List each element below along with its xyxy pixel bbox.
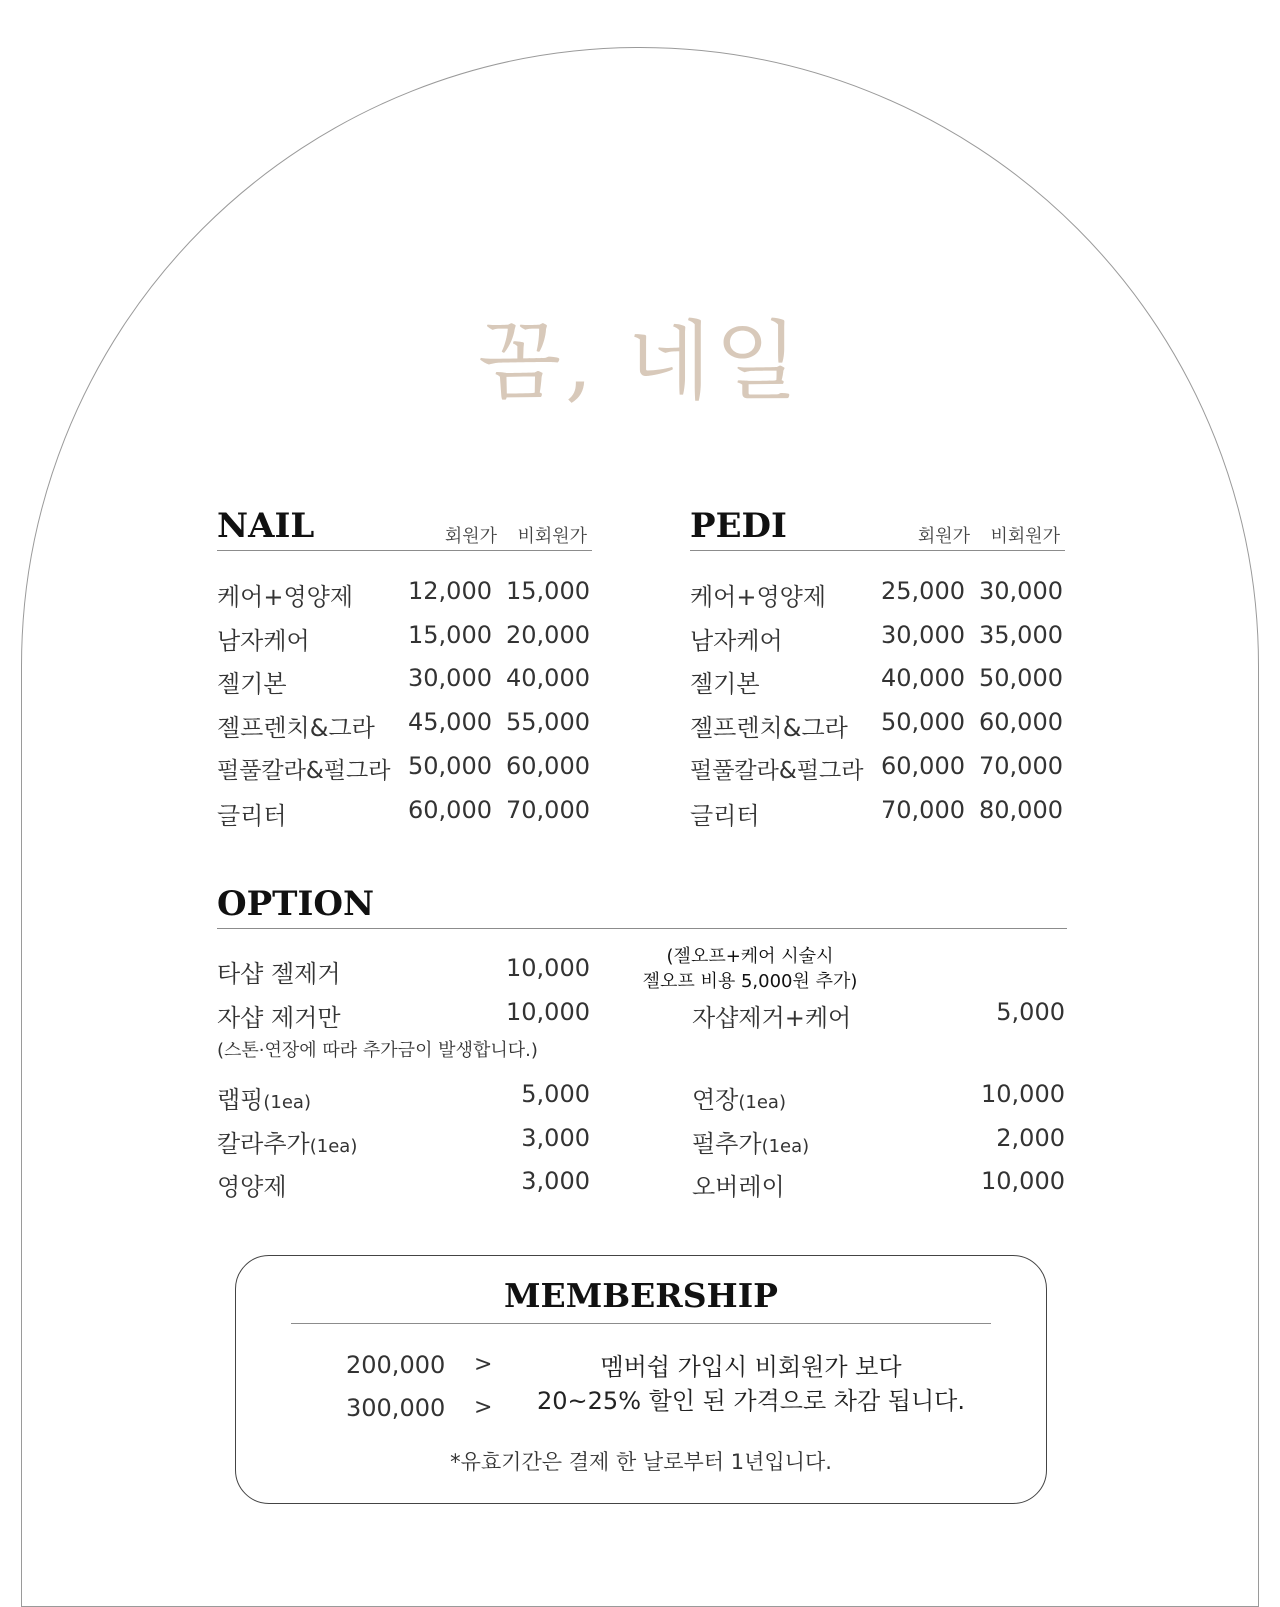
item-name: 젤프렌치&그라 xyxy=(217,714,375,742)
member-price: 50,000 xyxy=(408,752,492,780)
option-row xyxy=(692,998,1067,1038)
member-price: 50,000 xyxy=(881,708,965,736)
pedi-row xyxy=(690,577,1065,617)
option-header xyxy=(217,884,1067,929)
arrow-1: > xyxy=(474,1352,493,1377)
member-price: 60,000 xyxy=(881,752,965,780)
nonmember-price: 40,000 xyxy=(506,664,590,692)
nail-col-nonmember: 비회원가 xyxy=(517,526,587,547)
item-name: 연장(1ea) xyxy=(692,1086,786,1114)
item-name: 랩핑(1ea) xyxy=(217,1086,311,1114)
member-price: 60,000 xyxy=(408,796,492,824)
member-price: 70,000 xyxy=(881,796,965,824)
nonmember-price: 70,000 xyxy=(506,796,590,824)
note-line: 젤오프 비용 5,000원 추가) xyxy=(642,971,858,992)
item-name: 젤기본 xyxy=(690,670,760,698)
pedi-col-nonmember: 비회원가 xyxy=(990,526,1060,547)
option-left-note: (스톤·연장에 따라 추가금이 발생합니다.) xyxy=(217,1040,538,1061)
pedi-row xyxy=(690,796,1065,836)
nail-row xyxy=(217,752,592,792)
item-name: 칼라추가(1ea) xyxy=(217,1130,358,1158)
membership-footnote: *유효기간은 결제 한 날로부터 1년입니다. xyxy=(450,1450,832,1474)
item-name: 남자케어 xyxy=(690,627,783,655)
membership-divider xyxy=(291,1323,991,1324)
member-price: 25,000 xyxy=(881,577,965,605)
nail-header xyxy=(217,506,592,551)
item-price: 10,000 xyxy=(506,954,590,982)
pedi-row xyxy=(690,752,1065,792)
item-price: 10,000 xyxy=(506,998,590,1026)
item-price: 2,000 xyxy=(996,1124,1065,1152)
item-name: 젤프렌치&그라 xyxy=(690,714,848,742)
item-name: 케어+영양제 xyxy=(690,583,827,611)
nonmember-price: 15,000 xyxy=(506,577,590,605)
option-row xyxy=(217,1167,592,1207)
membership-heading: MEMBERSHIP xyxy=(504,1276,778,1315)
pedi-row xyxy=(690,621,1065,661)
nonmember-price: 50,000 xyxy=(979,664,1063,692)
pedi-header xyxy=(690,506,1065,551)
member-price: 30,000 xyxy=(881,621,965,649)
nail-row xyxy=(217,577,592,617)
nail-heading: NAIL xyxy=(217,506,315,546)
pedi-row xyxy=(690,664,1065,704)
member-price: 40,000 xyxy=(881,664,965,692)
nail-row xyxy=(217,796,592,836)
nonmember-price: 30,000 xyxy=(979,577,1063,605)
nonmember-price: 70,000 xyxy=(979,752,1063,780)
nonmember-price: 55,000 xyxy=(506,708,590,736)
nail-row xyxy=(217,708,592,748)
item-name: 자샵 제거만 xyxy=(217,1004,341,1032)
item-name: 남자케어 xyxy=(217,627,310,655)
nonmember-price: 80,000 xyxy=(979,796,1063,824)
item-price: 10,000 xyxy=(981,1080,1065,1108)
item-price: 3,000 xyxy=(521,1124,590,1152)
membership-amount-1: 200,000 xyxy=(346,1351,446,1379)
membership-description xyxy=(511,1350,991,1418)
item-name: 펄풀칼라&펄그라 xyxy=(690,758,864,784)
member-price: 45,000 xyxy=(408,708,492,736)
item-name: 케어+영양제 xyxy=(217,583,354,611)
nail-col-member: 회원가 xyxy=(444,526,497,547)
option-row xyxy=(692,1124,1067,1164)
nonmember-price: 20,000 xyxy=(506,621,590,649)
option-row xyxy=(692,1167,1067,1207)
member-price: 30,000 xyxy=(408,664,492,692)
item-price: 5,000 xyxy=(521,1080,590,1108)
pedi-col-member: 회원가 xyxy=(917,526,970,547)
arrow-2: > xyxy=(474,1395,493,1420)
option-row xyxy=(217,1080,592,1120)
membership-amount-2: 300,000 xyxy=(346,1394,446,1422)
item-name: 오버레이 xyxy=(692,1173,785,1201)
item-name: 펄풀칼라&펄그라 xyxy=(217,758,391,784)
item-price: 3,000 xyxy=(521,1167,590,1195)
option-row xyxy=(217,954,592,994)
nail-row xyxy=(217,664,592,704)
item-name: 영양제 xyxy=(217,1173,287,1201)
item-name: 글리터 xyxy=(690,802,760,830)
nonmember-price: 60,000 xyxy=(979,708,1063,736)
nail-row xyxy=(217,621,592,661)
option-right-note xyxy=(620,944,880,994)
membership-box xyxy=(235,1255,1047,1504)
nonmember-price: 35,000 xyxy=(979,621,1063,649)
desc-line: 20~25% 할인 된 가격으로 차감 됩니다. xyxy=(537,1387,965,1415)
option-row xyxy=(217,1124,592,1164)
nonmember-price: 60,000 xyxy=(506,752,590,780)
item-price: 10,000 xyxy=(981,1167,1065,1195)
item-price: 5,000 xyxy=(996,998,1065,1026)
item-name: 젤기본 xyxy=(217,670,287,698)
member-price: 12,000 xyxy=(408,577,492,605)
item-name: 타샵 젤제거 xyxy=(217,960,341,988)
item-name: 펄추가(1ea) xyxy=(692,1130,810,1158)
item-name: 자샵제거+케어 xyxy=(692,1004,852,1032)
option-heading: OPTION xyxy=(217,884,375,924)
pedi-heading: PEDI xyxy=(690,506,787,546)
member-price: 15,000 xyxy=(408,621,492,649)
shop-title: 꼼, 네일 xyxy=(478,312,802,412)
pedi-row xyxy=(690,708,1065,748)
option-row xyxy=(692,1080,1067,1120)
option-row xyxy=(217,998,592,1038)
item-name: 글리터 xyxy=(217,802,287,830)
desc-line: 멤버쉽 가입시 비회원가 보다 xyxy=(600,1353,902,1381)
note-line: (젤오프+케어 시술시 xyxy=(666,946,834,967)
